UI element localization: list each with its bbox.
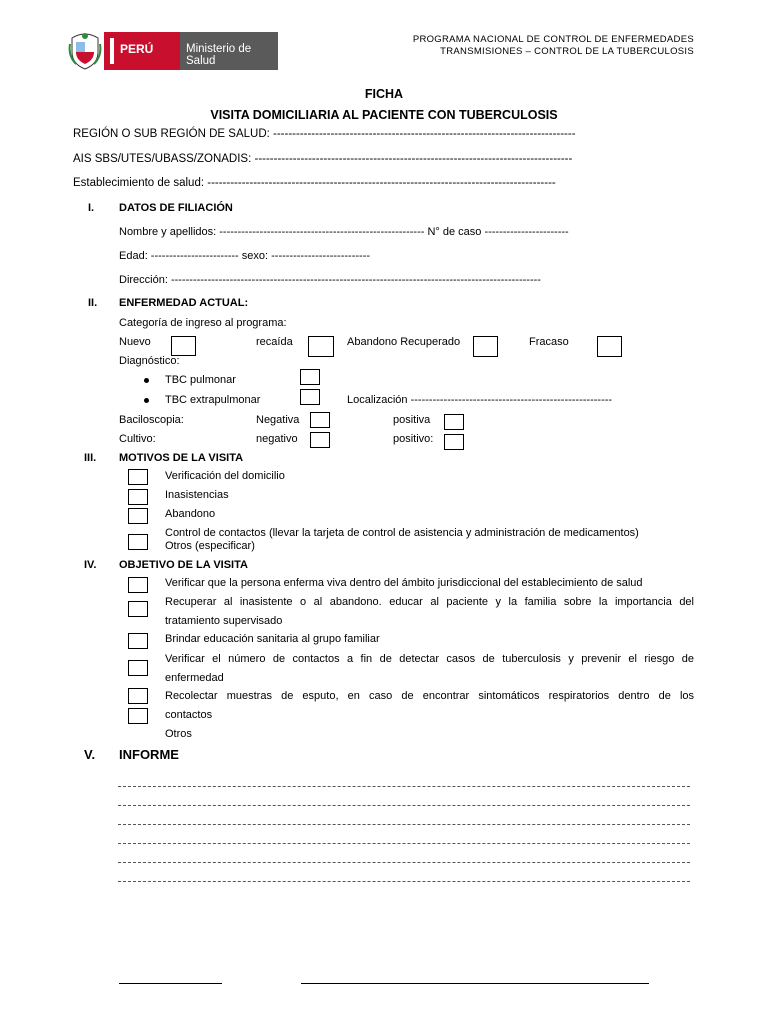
motivo-item: Control de contactos (llevar la tarjeta de control de asistencia y administración de medicamentos) <box>165 527 639 539</box>
bullet-icon <box>144 398 149 403</box>
tbc-extrapulmonar-checkbox[interactable] <box>300 389 320 405</box>
diagnostico-label: Diagnóstico: <box>119 355 180 367</box>
informe-line[interactable] <box>118 805 690 806</box>
section-2-title: ENFERMEDAD ACTUAL: <box>119 297 249 309</box>
abandono-recuperado-label: Abandono Recuperado <box>347 336 461 348</box>
informe-line[interactable] <box>118 862 690 863</box>
objetivo-checkbox[interactable] <box>128 660 148 676</box>
coat-of-arms-icon <box>68 30 102 70</box>
objetivo-checkbox[interactable] <box>128 633 148 649</box>
informe-line[interactable] <box>118 786 690 787</box>
establecimiento-field[interactable]: Establecimiento de salud: ------------------------------------------------------------------------------------------- <box>73 177 556 189</box>
objetivo-item-4-line-1: Verificar el número de contactos a fin de detectar casos de tuberculosis y prevenir el riesgo de <box>165 653 694 665</box>
cultivo-negativo-checkbox[interactable] <box>310 432 330 448</box>
section-5-number: V. <box>84 747 96 762</box>
section-5-title: INFORME <box>119 747 179 762</box>
baciloscopia-positiva-checkbox[interactable] <box>444 414 464 430</box>
ministry-label: Ministerio de Salud <box>186 43 252 67</box>
form-title: FICHA <box>364 87 404 101</box>
cultivo-positivo-label: positivo: <box>393 433 434 445</box>
section-1-title: DATOS DE FILIACIÓN <box>119 202 233 214</box>
motivo-checkbox[interactable] <box>128 489 148 505</box>
motivo-item: Abandono <box>165 508 216 520</box>
peru-label: PERÚ <box>120 42 154 56</box>
informe-line[interactable] <box>118 881 690 882</box>
section-3-title: MOTIVOS DE LA VISITA <box>119 452 244 464</box>
objetivo-checkbox[interactable] <box>128 708 148 724</box>
bullet-icon <box>144 378 149 383</box>
nuevo-label: Nuevo <box>119 336 151 348</box>
motivo-checkbox[interactable] <box>128 534 148 550</box>
informe-line[interactable] <box>118 824 690 825</box>
objetivo-item-3: Brindar educación sanitaria al grupo familiar <box>165 633 380 645</box>
tbc-pulmonar-label: TBC pulmonar <box>165 374 236 386</box>
objetivo-item-1: Verificar que la persona enferma viva dentro del ámbito jurisdiccional del establecimiento de salud <box>165 577 643 589</box>
abandono-recuperado-checkbox[interactable] <box>473 336 498 357</box>
baciloscopia-label: Baciloscopia: <box>119 414 184 426</box>
baciloscopia-positiva-label: positiva <box>393 414 431 426</box>
objetivo-item-5-line-1: Recolectar muestras de esputo, en caso de encontrar sintomáticos respiratorios dentro de los <box>165 690 694 702</box>
objetivo-item-4-line-2: enfermedad <box>165 672 224 684</box>
objetivo-item-5-line-2: contactos <box>165 709 213 721</box>
baciloscopia-negativa-checkbox[interactable] <box>310 412 330 428</box>
cultivo-negativo-label: negativo <box>256 433 298 445</box>
objetivo-item-2-line-2: tratamiento supervisado <box>165 615 283 627</box>
objetivo-item-6: Otros <box>165 728 192 740</box>
tbc-extrapulmonar-label: TBC extrapulmonar <box>165 394 261 406</box>
section-4-title: OBJETIVO DE LA VISITA <box>119 559 248 571</box>
motivo-item: Verificación del domicilio <box>165 470 285 482</box>
fracaso-checkbox[interactable] <box>597 336 622 357</box>
motivo-item: Inasistencias <box>165 489 229 501</box>
section-2-number: II. <box>88 297 98 309</box>
fracaso-label: Fracaso <box>529 336 569 348</box>
baciloscopia-negativa-label: Negativa <box>256 414 300 426</box>
motivo-checkbox[interactable] <box>128 508 148 524</box>
objetivo-item-2-line-1: Recuperar al inasistente o al abandono. educar al paciente y la familia sobre la importancia del <box>165 596 694 608</box>
nuevo-checkbox[interactable] <box>171 336 196 356</box>
section-4-number: IV. <box>84 559 97 571</box>
recaida-checkbox[interactable] <box>308 336 334 357</box>
form-subtitle: VISITA DOMICILIARIA AL PACIENTE CON TUBERCULOSIS <box>210 108 558 122</box>
cultivo-label: Cultivo: <box>119 433 156 445</box>
program-line-1: PROGRAMA NACIONAL DE CONTROL DE ENFERMEDADES <box>412 34 694 45</box>
section-3-number: III. <box>84 452 97 464</box>
categoria-label: Categoría de ingreso al programa: <box>119 317 287 329</box>
objetivo-checkbox[interactable] <box>128 601 148 617</box>
tbc-pulmonar-checkbox[interactable] <box>300 369 320 385</box>
ministry-logo <box>68 30 280 72</box>
ais-field[interactable]: AIS SBS/UTES/UBASS/ZONADIS: ----------------------------------------------------------------------------------- <box>73 153 573 165</box>
program-line-2: TRANSMISIONES – CONTROL DE LA TUBERCULOSIS <box>440 46 694 57</box>
motivo-checkbox[interactable] <box>128 469 148 485</box>
objetivo-checkbox[interactable] <box>128 577 148 593</box>
nombre-field[interactable]: Nombre y apellidos: -------------------------------------------------------- N° de caso ----------------------- <box>119 226 569 238</box>
motivo-item: Otros (especificar) <box>165 540 255 552</box>
recaida-label: recaída <box>256 336 293 348</box>
localizacion-field[interactable]: Localización ------------------------------------------------------- <box>347 394 613 406</box>
signature-line-short[interactable] <box>119 983 222 984</box>
section-1-number: I. <box>88 202 95 214</box>
signature-line-long[interactable] <box>301 983 649 984</box>
informe-line[interactable] <box>118 843 690 844</box>
edad-sexo-field[interactable]: Edad: ------------------------ sexo: --------------------------- <box>119 250 371 262</box>
direccion-field[interactable]: Dirección: ----------------------------------------------------------------------------------------------------- <box>119 274 541 286</box>
region-field[interactable]: REGIÓN O SUB REGIÓN DE SALUD: ------------------------------------------------------------------------------- <box>73 128 576 140</box>
objetivo-checkbox[interactable] <box>128 688 148 704</box>
cultivo-positivo-checkbox[interactable] <box>444 434 464 450</box>
